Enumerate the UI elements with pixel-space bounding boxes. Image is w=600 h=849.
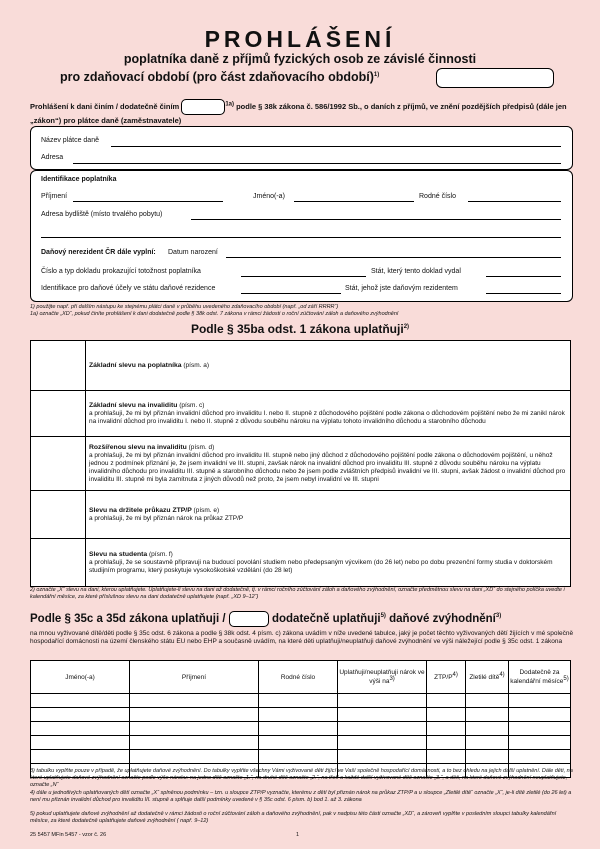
cell[interactable] <box>338 694 427 708</box>
cell[interactable] <box>130 694 259 708</box>
section-35c-title-a: Podle § 35c a 35d zákona uplatňuji / <box>30 613 226 626</box>
cell[interactable] <box>338 722 427 736</box>
footnote-5: 5) pokud uplatňujete daňové zvýhodnění až dodatečně v rámci žádosti o roční zúčtování záloh a daňového zvýhodnění, pak v nadpisu této části označte „XD“, a zároveň vyplňte v posledním sloupci tabulky kalendářní měsíce, za které dodatečně uplatňujete daňové zvýhodnění ( např. 9–12) <box>30 811 557 824</box>
col-adult-text: Zletilé dítě <box>469 674 500 682</box>
cell[interactable] <box>31 750 130 764</box>
cell[interactable] <box>338 708 427 722</box>
credit-tail: (písm. d) <box>186 443 215 451</box>
cell[interactable] <box>31 722 130 736</box>
credit-desc-disability <box>86 391 571 437</box>
taxid-label: Identifikace pro daňové účely ve státu daňové rezidence <box>41 285 216 292</box>
credit-row-student <box>31 539 571 587</box>
tax-credits-table <box>30 340 571 587</box>
credit-tail: (písm. f) <box>147 550 173 558</box>
form-code: 25 5457 MFin 5457 - vzor č. 26 <box>30 832 107 838</box>
cell[interactable] <box>509 694 571 708</box>
footnote-2: 2) označte „X“ slevu na dani, kterou uplatňujete. Uplatňujete-li slevu na dani až dodatečně, tj. v rámci ročního zúčtování záloh a daňového zvýhodnění, označte předmětnou slevu na dani „XD“ do stejného políčka uvedte i kalendářní měsíce, za které příslušnou slevu na dani dodatečně uplatňujete (např. „XD 9–12“) <box>30 587 565 600</box>
credit-head: Slevu na držitele průkazu ZTP/P <box>89 506 192 514</box>
payer-box <box>30 126 573 170</box>
cell[interactable] <box>130 736 259 750</box>
credit-desc-ztpp <box>86 491 571 539</box>
residence-state-label: Stát, jehož jste daňovým rezidentem <box>345 285 458 292</box>
col-adult-sup: 4) <box>499 672 505 679</box>
footnote-1a: 1a) označte „XD“, pokud činíte prohlášení k dani dodatečně podle § 38k odst. 7 zákona v rámci žádosti o roční zúčtování záloh a daňového zvýhodnění <box>30 311 399 317</box>
residence-state-field[interactable] <box>486 293 561 294</box>
credit-checkbox-extended-disability[interactable] <box>31 437 86 491</box>
child-row <box>31 722 571 736</box>
credit-row-basic <box>31 341 571 391</box>
credit-desc-basic <box>86 341 571 391</box>
col-claim <box>338 661 427 694</box>
surname-label: Příjmení <box>41 193 68 200</box>
firstname-field[interactable] <box>294 201 414 202</box>
child-row <box>31 708 571 722</box>
cell[interactable] <box>427 750 466 764</box>
child-row <box>31 694 571 708</box>
footnote-1: 1) použijte např. při dalším nástupu ke stejnému plátci daně v průběhu uvedeného zdaňovacího období (např. „od září RRRR“) <box>30 304 339 310</box>
credit-tail: (písm. c) <box>177 401 205 409</box>
col-months-sup: 5) <box>563 675 569 682</box>
iddoc-field[interactable] <box>241 276 366 277</box>
credit-head: Rozšířenou slevu na invaliditu <box>89 443 187 451</box>
section-35ba-title <box>0 322 600 336</box>
cell[interactable] <box>509 708 571 722</box>
col-adult <box>466 661 509 694</box>
section-35c-title-c: daňové zvýhodnění <box>389 613 496 626</box>
cell[interactable] <box>259 694 338 708</box>
credit-checkbox-student[interactable] <box>31 539 86 587</box>
cell[interactable] <box>466 750 509 764</box>
credit-text: a prohlašuji, že mi byl přiznán nárok na průkaz ZTP/P <box>89 514 244 522</box>
cell[interactable] <box>427 722 466 736</box>
birthno-field[interactable] <box>468 201 561 202</box>
additional-claim-field[interactable] <box>229 611 269 627</box>
credit-text: a prohlašuji, že mi byl přiznán invalidní důchod pro invaliditu I. nebo II. stupně z důchodového pojištění podle zákona o důchodovém pojištění nebo že mi zanikl nárok na invalidní důchod pro invaliditu I. nebo II. stupně z důvodu souběhu nároku na výplatu tohoto invalidního důchodu a starobního důchodu <box>89 409 565 425</box>
residence-address-field-2[interactable] <box>41 237 561 238</box>
cell[interactable] <box>338 750 427 764</box>
taxid-field[interactable] <box>241 293 341 294</box>
cell[interactable] <box>31 694 130 708</box>
credit-tail: (písm. e) <box>191 506 220 514</box>
iddoc-state-field[interactable] <box>486 276 561 277</box>
credit-desc-student <box>86 539 571 587</box>
col-ztpp-sup: 4) <box>452 672 458 679</box>
col-surname: Příjmení <box>130 661 259 694</box>
section-35c-intro: na mnou vyživované dítě/děti podle § 35c odst. 6 zákona a podle § 38k odst. 4 písm. c) zákona uvádím v níže uvedené tabulce, jaký je počet těchto vyživovaných dětí žijících v mé společně hospodařící domácnosti na území členského státu EU nebo EHP a současně uvádím, na které děti uplatňuji/neuplatňuji daňové zvýhodnění ve výši náležející podle § 35c odst. 1 zákona <box>30 630 574 645</box>
col-birthno: Rodné číslo <box>259 661 338 694</box>
section-35c-sup2: 3) <box>495 613 502 620</box>
credit-row-disability <box>31 391 571 437</box>
section-35ba-title-text: Podle § 35ba odst. 1 zákona uplatňuji <box>190 322 404 336</box>
cell[interactable] <box>130 722 259 736</box>
cell[interactable] <box>466 694 509 708</box>
iddoc-state-label: Stát, který tento doklad vydal <box>371 268 461 275</box>
taxpayer-heading: Identifikace poplatníka <box>41 176 117 183</box>
section-35c-title <box>30 611 501 627</box>
col-ztpp <box>427 661 466 694</box>
page-number: 1 <box>296 832 300 838</box>
children-table <box>30 660 571 778</box>
cell[interactable] <box>31 708 130 722</box>
credit-row-extended-disability <box>31 437 571 491</box>
cell[interactable] <box>259 722 338 736</box>
credit-checkbox-ztpp[interactable] <box>31 491 86 539</box>
children-header-row <box>31 661 571 694</box>
cell[interactable] <box>466 736 509 750</box>
credit-row-ztpp <box>31 491 571 539</box>
additional-declaration-field[interactable] <box>181 99 225 115</box>
declaration-statement <box>30 99 575 126</box>
credit-checkbox-basic[interactable] <box>31 341 86 391</box>
cell[interactable] <box>31 736 130 750</box>
page-title: PROHLÁŠENÍ <box>204 26 396 52</box>
cell[interactable] <box>259 750 338 764</box>
period-field[interactable] <box>436 68 554 88</box>
residence-address-label: Adresa bydliště (místo trvalého pobytu) <box>41 211 163 218</box>
declaration-sup: 1a) <box>225 101 234 108</box>
cell[interactable] <box>427 708 466 722</box>
cell[interactable] <box>259 708 338 722</box>
col-months <box>509 661 571 694</box>
declaration-prefix: Prohlášení k dani činím / dodatečně činím <box>30 101 180 111</box>
payer-name-field[interactable] <box>111 146 561 147</box>
credit-head: Základní slevu na poplatníka <box>89 361 182 369</box>
cell[interactable] <box>466 722 509 736</box>
footnote-3: 3) tabulku vyplňte pouze v případě, že uplatňujete daňové zvýhodnění. Do tabulky vyplňte všechny Vámi vyživované děti žijící ve Vaší společně hospodařící domácnosti, a to bez ohledu na jejich další uplatnění. Dále děti, na které uplatňujete daňové zvýhodnění označte podle výše nároku: na jedno dítě označte „1.“, na druhé dítě označte „2.“, na třetí a každé další vyživované dítě označte „3.“, a děti, na které daňové zvýhodnění neuplatňujete, označte „N“ <box>30 768 573 788</box>
birthno-label: Rodné číslo <box>419 193 456 200</box>
col-claim-sup: 3) <box>389 675 395 682</box>
section-35ba-sup: 2) <box>403 324 410 330</box>
cell[interactable] <box>427 694 466 708</box>
col-months-text: Dodatečně za kalendářní měsíce <box>510 668 564 686</box>
cell[interactable] <box>130 750 259 764</box>
cell[interactable] <box>259 736 338 750</box>
taxpayer-box <box>30 170 573 302</box>
cell[interactable] <box>338 736 427 750</box>
credit-text: a prohlašuji, že mi byl přiznán invalidní důchod pro invaliditu III. stupně nebo jiný důchod z důchodového pojištění podle zákona o důchodovém pojištění, u něhož jednou z podmínek přiznání je, že jsem invalidní ve III. stupni, zavšak nárok na invalidní důchod pro invaliditu III. stupně z důvodu souběhu nároku na výplatu invalidního důchodu pro invaliditu III. stupně a starobního důchodu nebo že jsem podle zvláštních předpisů invalidní ve III. stupni, avšak žádost o invalidní důchod pro invaliditu III. stupně mi byla zamítnuta z jiných důvodů než proto, že jsem nebyl invalidní ve III. stupni <box>89 451 566 483</box>
birthdate-field[interactable] <box>226 257 561 258</box>
period-heading-text: pro zdaňovací období (pro část zdaňovacího období) <box>60 70 374 84</box>
page-subtitle: poplatníka daně z příjmů fyzických osob ze závislé činnosti <box>123 52 477 66</box>
period-heading-sup: 1) <box>373 71 380 78</box>
col-firstname: Jméno(-a) <box>31 661 130 694</box>
section-35c-title-b: dodatečně uplatňuji <box>271 613 381 626</box>
birthdate-label: Datum narození <box>168 249 218 256</box>
firstname-label: Jméno(-a) <box>253 193 285 200</box>
credit-head: Základní slevu na invaliditu <box>89 401 178 409</box>
cell[interactable] <box>427 736 466 750</box>
nonresident-label: Daňový nerezident ČR dále vyplní: <box>41 249 156 256</box>
residence-address-field[interactable] <box>191 219 561 220</box>
child-row <box>31 736 571 750</box>
credit-text: a prohlašuji, že se soustavně připravuji na budoucí povolání studiem nebo předepsaným výcvikem (do 26 let) nebo po dobu prezenční formy studia v doktorském studijním programu, který poskytuje vysokoškolské vzdělání (do 28 let) <box>89 558 553 574</box>
credit-checkbox-disability[interactable] <box>31 391 86 437</box>
credit-tail: (písm. a) <box>181 361 209 369</box>
credit-head: Slevu na studenta <box>89 550 148 558</box>
surname-field[interactable] <box>73 201 223 202</box>
child-row <box>31 750 571 764</box>
payer-name-label: Název plátce daně <box>41 137 99 144</box>
declaration-suffix: podle § 38k zákona č. 586/1992 Sb., o daních z příjmů, ve znění pozdějších předpisů (dále jen „zákon“) pro plátce daně (zaměstnavatele) <box>30 101 567 125</box>
col-claim-text: Uplatňuji/neuplatňuji nárok ve výši na <box>339 668 425 686</box>
section-35c-sup1: 5) <box>380 613 386 620</box>
cell[interactable] <box>509 750 571 764</box>
payer-address-field[interactable] <box>73 163 561 164</box>
credit-desc-extended-disability <box>86 437 571 491</box>
cell[interactable] <box>509 736 571 750</box>
payer-address-label: Adresa <box>41 154 64 161</box>
cell[interactable] <box>509 722 571 736</box>
cell[interactable] <box>466 708 509 722</box>
iddoc-label: Číslo a typ dokladu prokazující totožnost poplatníka <box>41 268 201 275</box>
col-ztpp-text: ZTP/P <box>434 674 453 682</box>
footnote-4: 4) dále u jednotlivých uplatňovaných dětí označte „X“ splněnou podmínku – tzn. u sloupce ZTP/P vyznačte, kterému z dětí byl přiznán nárok na průkaz ZTP/P a u sloupce „Zletilé dítě“ označte „X“, je-li dítě zletilé (do 26 let) a není mu přiznán invalidní důchod pro invaliditu III. stupně a splňuje další podmínky uvedené v § 35c odst. 6 písm. b) bod 1. až 3. zákona <box>30 790 572 803</box>
period-heading <box>60 70 379 84</box>
cell[interactable] <box>130 708 259 722</box>
